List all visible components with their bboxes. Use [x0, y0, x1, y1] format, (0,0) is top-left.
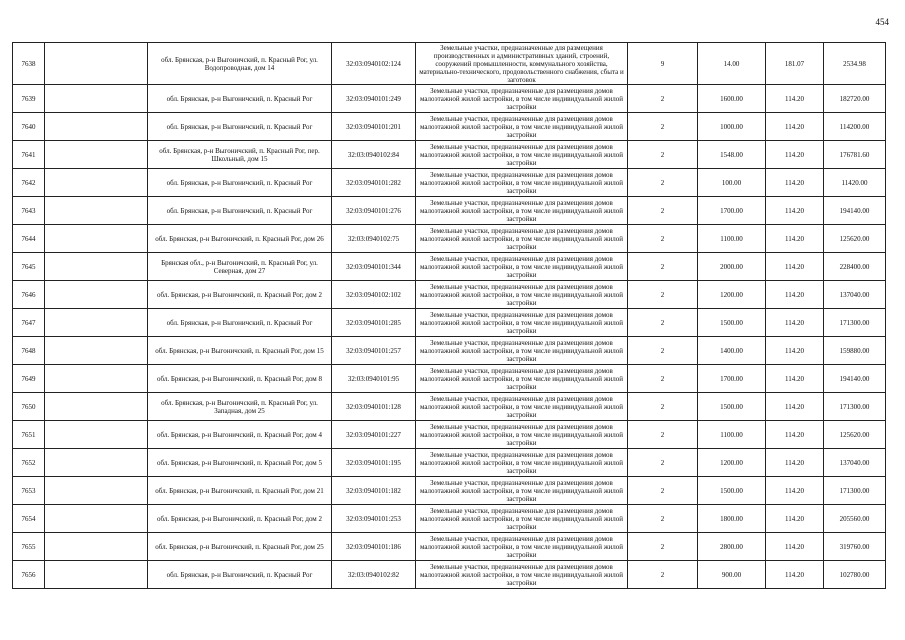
use-category-cell: 2 — [628, 281, 698, 309]
row-number-cell: 7642 — [13, 169, 45, 197]
blank-cell — [45, 337, 148, 365]
table-body — [13, 43, 886, 589]
cadastral-value-cell: 171300.00 — [824, 309, 886, 337]
row-number-cell: 7647 — [13, 309, 45, 337]
address-cell: Брянская обл., р-н Выгоничский, п. Красный Рог, ул. Северная, дом 27 — [148, 253, 332, 281]
table-row — [13, 281, 886, 309]
blank-cell — [45, 561, 148, 589]
table-row — [13, 365, 886, 393]
specific-value-cell: 114.20 — [766, 393, 824, 421]
cadastral-number-cell: 32:03:0940102:102 — [332, 281, 416, 309]
cadastral-value-cell: 137040.00 — [824, 449, 886, 477]
row-number-cell: 7639 — [13, 85, 45, 113]
area-cell: 1500.00 — [698, 477, 766, 505]
area-cell: 14.00 — [698, 43, 766, 85]
specific-value-cell: 114.20 — [766, 253, 824, 281]
permitted-use-cell: Земельные участки, предназначенные для размещения домов малоэтажной жилой застройки, в том числе индивидуальной жилой застройки — [416, 421, 628, 449]
cadastral-value-cell: 11420.00 — [824, 169, 886, 197]
cadastral-number-cell: 32:03:0940101:344 — [332, 253, 416, 281]
cadastral-number-cell: 32:03:0940101:195 — [332, 449, 416, 477]
blank-cell — [45, 421, 148, 449]
area-cell: 1548.00 — [698, 141, 766, 169]
specific-value-cell: 114.20 — [766, 337, 824, 365]
area-cell: 1000.00 — [698, 113, 766, 141]
cadastral-value-cell: 205560.00 — [824, 505, 886, 533]
blank-cell — [45, 533, 148, 561]
cadastral-value-cell: 125620.00 — [824, 225, 886, 253]
cadastral-value-cell: 194140.00 — [824, 365, 886, 393]
blank-cell — [45, 505, 148, 533]
use-category-cell: 2 — [628, 533, 698, 561]
specific-value-cell: 114.20 — [766, 561, 824, 589]
use-category-cell: 2 — [628, 113, 698, 141]
specific-value-cell: 114.20 — [766, 365, 824, 393]
row-number-cell: 7648 — [13, 337, 45, 365]
table-row — [13, 309, 886, 337]
table-row — [13, 225, 886, 253]
address-cell: обл. Брянская, р-н Выгоничский, п. Красный Рог — [148, 85, 332, 113]
area-cell: 1800.00 — [698, 505, 766, 533]
use-category-cell: 2 — [628, 505, 698, 533]
row-number-cell: 7646 — [13, 281, 45, 309]
land-register-table — [12, 42, 886, 589]
cadastral-number-cell: 32:03:0940102:75 — [332, 225, 416, 253]
row-number-cell: 7644 — [13, 225, 45, 253]
cadastral-number-cell: 32:03:0940101:201 — [332, 113, 416, 141]
address-cell: обл. Брянская, р-н Выгоничский, п. Красный Рог, дом 15 — [148, 337, 332, 365]
table-row — [13, 197, 886, 225]
use-category-cell: 9 — [628, 43, 698, 85]
permitted-use-cell: Земельные участки, предназначенные для размещения производственных и административных зданий, строений, сооружений промышленности, коммунального хозяйства, материально-технического, продовольственного снабжения, сбыта и заготовок — [416, 43, 628, 85]
address-cell: обл. Брянская, р-н Выгоничский, п. Красный Рог — [148, 561, 332, 589]
specific-value-cell: 114.20 — [766, 141, 824, 169]
row-number-cell: 7651 — [13, 421, 45, 449]
area-cell: 100.00 — [698, 169, 766, 197]
permitted-use-cell: Земельные участки, предназначенные для размещения домов малоэтажной жилой застройки, в том числе индивидуальной жилой застройки — [416, 477, 628, 505]
table-row — [13, 141, 886, 169]
blank-cell — [45, 281, 148, 309]
permitted-use-cell: Земельные участки, предназначенные для размещения домов малоэтажной жилой застройки, в том числе индивидуальной жилой застройки — [416, 253, 628, 281]
blank-cell — [45, 477, 148, 505]
row-number-cell: 7654 — [13, 505, 45, 533]
specific-value-cell: 114.20 — [766, 505, 824, 533]
cadastral-number-cell: 32:03:0940101:253 — [332, 505, 416, 533]
table-row — [13, 337, 886, 365]
table-row — [13, 393, 886, 421]
blank-cell — [45, 253, 148, 281]
permitted-use-cell: Земельные участки, предназначенные для размещения домов малоэтажной жилой застройки, в том числе индивидуальной жилой застройки — [416, 169, 628, 197]
cadastral-value-cell: 171300.00 — [824, 393, 886, 421]
specific-value-cell: 114.20 — [766, 197, 824, 225]
permitted-use-cell: Земельные участки, предназначенные для размещения домов малоэтажной жилой застройки, в том числе индивидуальной жилой застройки — [416, 197, 628, 225]
table-row — [13, 561, 886, 589]
table-row — [13, 449, 886, 477]
permitted-use-cell: Земельные участки, предназначенные для размещения домов малоэтажной жилой застройки, в том числе индивидуальной жилой застройки — [416, 141, 628, 169]
use-category-cell: 2 — [628, 421, 698, 449]
blank-cell — [45, 393, 148, 421]
permitted-use-cell: Земельные участки, предназначенные для размещения домов малоэтажной жилой застройки, в том числе индивидуальной жилой застройки — [416, 505, 628, 533]
table-row — [13, 477, 886, 505]
use-category-cell: 2 — [628, 477, 698, 505]
cadastral-number-cell: 32:03:0940102:124 — [332, 43, 416, 85]
use-category-cell: 2 — [628, 449, 698, 477]
permitted-use-cell: Земельные участки, предназначенные для размещения домов малоэтажной жилой застройки, в том числе индивидуальной жилой застройки — [416, 113, 628, 141]
row-number-cell: 7655 — [13, 533, 45, 561]
address-cell: обл. Брянская, р-н Выгоничский, п. Красный Рог — [148, 113, 332, 141]
cadastral-number-cell: 32:03:0940101:182 — [332, 477, 416, 505]
address-cell: обл. Брянская, р-н Выгоничский, п. Красный Рог, дом 5 — [148, 449, 332, 477]
cadastral-number-cell: 32:03:0940101:282 — [332, 169, 416, 197]
specific-value-cell: 114.20 — [766, 421, 824, 449]
area-cell: 1100.00 — [698, 421, 766, 449]
blank-cell — [45, 197, 148, 225]
cadastral-number-cell: 32:03:0940101:128 — [332, 393, 416, 421]
cadastral-value-cell: 2534.98 — [824, 43, 886, 85]
permitted-use-cell: Земельные участки, предназначенные для размещения домов малоэтажной жилой застройки, в том числе индивидуальной жилой застройки — [416, 449, 628, 477]
area-cell: 1500.00 — [698, 393, 766, 421]
permitted-use-cell: Земельные участки, предназначенные для размещения домов малоэтажной жилой застройки, в том числе индивидуальной жилой застройки — [416, 85, 628, 113]
area-cell: 1700.00 — [698, 365, 766, 393]
table-row — [13, 505, 886, 533]
row-number-cell: 7638 — [13, 43, 45, 85]
specific-value-cell: 114.20 — [766, 449, 824, 477]
row-number-cell: 7656 — [13, 561, 45, 589]
specific-value-cell: 114.20 — [766, 225, 824, 253]
area-cell: 2800.00 — [698, 533, 766, 561]
specific-value-cell: 114.20 — [766, 85, 824, 113]
cadastral-number-cell: 32:03:0940102:82 — [332, 561, 416, 589]
row-number-cell: 7643 — [13, 197, 45, 225]
specific-value-cell: 114.20 — [766, 477, 824, 505]
permitted-use-cell: Земельные участки, предназначенные для размещения домов малоэтажной жилой застройки, в том числе индивидуальной жилой застройки — [416, 309, 628, 337]
cadastral-number-cell: 32:03:0940101:95 — [332, 365, 416, 393]
blank-cell — [45, 43, 148, 85]
table-row — [13, 421, 886, 449]
specific-value-cell: 114.20 — [766, 533, 824, 561]
address-cell: обл. Брянская, р-н Выгоничский, п. Красный Рог, ул. Западная, дом 25 — [148, 393, 332, 421]
cadastral-value-cell: 194140.00 — [824, 197, 886, 225]
address-cell: обл. Брянская, р-н Выгоничский, п. Красный Рог, дом 26 — [148, 225, 332, 253]
address-cell: обл. Брянская, р-н Выгоничский, п. Красный Рог — [148, 309, 332, 337]
use-category-cell: 2 — [628, 309, 698, 337]
blank-cell — [45, 309, 148, 337]
use-category-cell: 2 — [628, 561, 698, 589]
cadastral-number-cell: 32:03:0940101:227 — [332, 421, 416, 449]
specific-value-cell: 114.20 — [766, 169, 824, 197]
use-category-cell: 2 — [628, 85, 698, 113]
specific-value-cell: 114.20 — [766, 281, 824, 309]
area-cell: 1200.00 — [698, 281, 766, 309]
cadastral-value-cell: 228400.00 — [824, 253, 886, 281]
blank-cell — [45, 365, 148, 393]
use-category-cell: 2 — [628, 393, 698, 421]
specific-value-cell: 114.20 — [766, 309, 824, 337]
area-cell: 900.00 — [698, 561, 766, 589]
cadastral-number-cell: 32:03:0940102:84 — [332, 141, 416, 169]
row-number-cell: 7641 — [13, 141, 45, 169]
cadastral-value-cell: 114200.00 — [824, 113, 886, 141]
use-category-cell: 2 — [628, 141, 698, 169]
permitted-use-cell: Земельные участки, предназначенные для размещения домов малоэтажной жилой застройки, в том числе индивидуальной жилой застройки — [416, 533, 628, 561]
cadastral-value-cell: 159880.00 — [824, 337, 886, 365]
cadastral-value-cell: 102780.00 — [824, 561, 886, 589]
area-cell: 1500.00 — [698, 309, 766, 337]
cadastral-value-cell: 125620.00 — [824, 421, 886, 449]
address-cell: обл. Брянская, р-н Выгоничский, п. Красный Рог, дом 2 — [148, 281, 332, 309]
use-category-cell: 2 — [628, 253, 698, 281]
use-category-cell: 2 — [628, 337, 698, 365]
table-row — [13, 533, 886, 561]
permitted-use-cell: Земельные участки, предназначенные для размещения домов малоэтажной жилой застройки, в том числе индивидуальной жилой застройки — [416, 561, 628, 589]
cadastral-value-cell: 176781.60 — [824, 141, 886, 169]
use-category-cell: 2 — [628, 225, 698, 253]
permitted-use-cell: Земельные участки, предназначенные для размещения домов малоэтажной жилой застройки, в том числе индивидуальной жилой застройки — [416, 337, 628, 365]
cadastral-number-cell: 32:03:0940101:257 — [332, 337, 416, 365]
blank-cell — [45, 85, 148, 113]
use-category-cell: 2 — [628, 197, 698, 225]
cadastral-value-cell: 319760.00 — [824, 533, 886, 561]
blank-cell — [45, 141, 148, 169]
specific-value-cell: 181.07 — [766, 43, 824, 85]
area-cell: 1400.00 — [698, 337, 766, 365]
use-category-cell: 2 — [628, 169, 698, 197]
blank-cell — [45, 169, 148, 197]
address-cell: обл. Брянская, р-н Выгоничский, п. Красный Рог, дом 2 — [148, 505, 332, 533]
area-cell: 1600.00 — [698, 85, 766, 113]
table-row — [13, 85, 886, 113]
page-number: 454 — [875, 17, 889, 27]
address-cell: обл. Брянская, р-н Выгоничский, п. Красный Рог, дом 21 — [148, 477, 332, 505]
cadastral-value-cell: 137040.00 — [824, 281, 886, 309]
address-cell: обл. Брянская, р-н Выгоничский, п. Красный Рог, дом 8 — [148, 365, 332, 393]
use-category-cell: 2 — [628, 365, 698, 393]
cadastral-number-cell: 32:03:0940101:285 — [332, 309, 416, 337]
row-number-cell: 7650 — [13, 393, 45, 421]
address-cell: обл. Брянская, р-н Выгоничский, п. Красный Рог, дом 4 — [148, 421, 332, 449]
row-number-cell: 7649 — [13, 365, 45, 393]
specific-value-cell: 114.20 — [766, 113, 824, 141]
table-row — [13, 113, 886, 141]
address-cell: обл. Брянская, р-н Выгоничский, п. Красный Рог — [148, 197, 332, 225]
cadastral-value-cell: 182720.00 — [824, 85, 886, 113]
area-cell: 1700.00 — [698, 197, 766, 225]
area-cell: 1100.00 — [698, 225, 766, 253]
permitted-use-cell: Земельные участки, предназначенные для размещения домов малоэтажной жилой застройки, в том числе индивидуальной жилой застройки — [416, 365, 628, 393]
cadastral-number-cell: 32:03:0940101:186 — [332, 533, 416, 561]
cadastral-number-cell: 32:03:0940101:249 — [332, 85, 416, 113]
row-number-cell: 7645 — [13, 253, 45, 281]
address-cell: обл. Брянская, р-н Выгоничский, п. Красный Рог, дом 25 — [148, 533, 332, 561]
address-cell: обл. Брянская, р-н Выгоничский, п. Красный Рог, пер. Школьный, дом 15 — [148, 141, 332, 169]
area-cell: 1200.00 — [698, 449, 766, 477]
area-cell: 2000.00 — [698, 253, 766, 281]
table-row — [13, 43, 886, 85]
table-row — [13, 253, 886, 281]
row-number-cell: 7652 — [13, 449, 45, 477]
row-number-cell: 7640 — [13, 113, 45, 141]
permitted-use-cell: Земельные участки, предназначенные для размещения домов малоэтажной жилой застройки, в том числе индивидуальной жилой застройки — [416, 225, 628, 253]
table-row — [13, 169, 886, 197]
address-cell: обл. Брянская, р-н Выгоничский, п. Красный Рог, ул. Водопроводная, дом 14 — [148, 43, 332, 85]
row-number-cell: 7653 — [13, 477, 45, 505]
permitted-use-cell: Земельные участки, предназначенные для размещения домов малоэтажной жилой застройки, в том числе индивидуальной жилой застройки — [416, 393, 628, 421]
blank-cell — [45, 449, 148, 477]
cadastral-number-cell: 32:03:0940101:276 — [332, 197, 416, 225]
address-cell: обл. Брянская, р-н Выгоничский, п. Красный Рог — [148, 169, 332, 197]
cadastral-value-cell: 171300.00 — [824, 477, 886, 505]
blank-cell — [45, 225, 148, 253]
blank-cell — [45, 113, 148, 141]
permitted-use-cell: Земельные участки, предназначенные для размещения домов малоэтажной жилой застройки, в том числе индивидуальной жилой застройки — [416, 281, 628, 309]
